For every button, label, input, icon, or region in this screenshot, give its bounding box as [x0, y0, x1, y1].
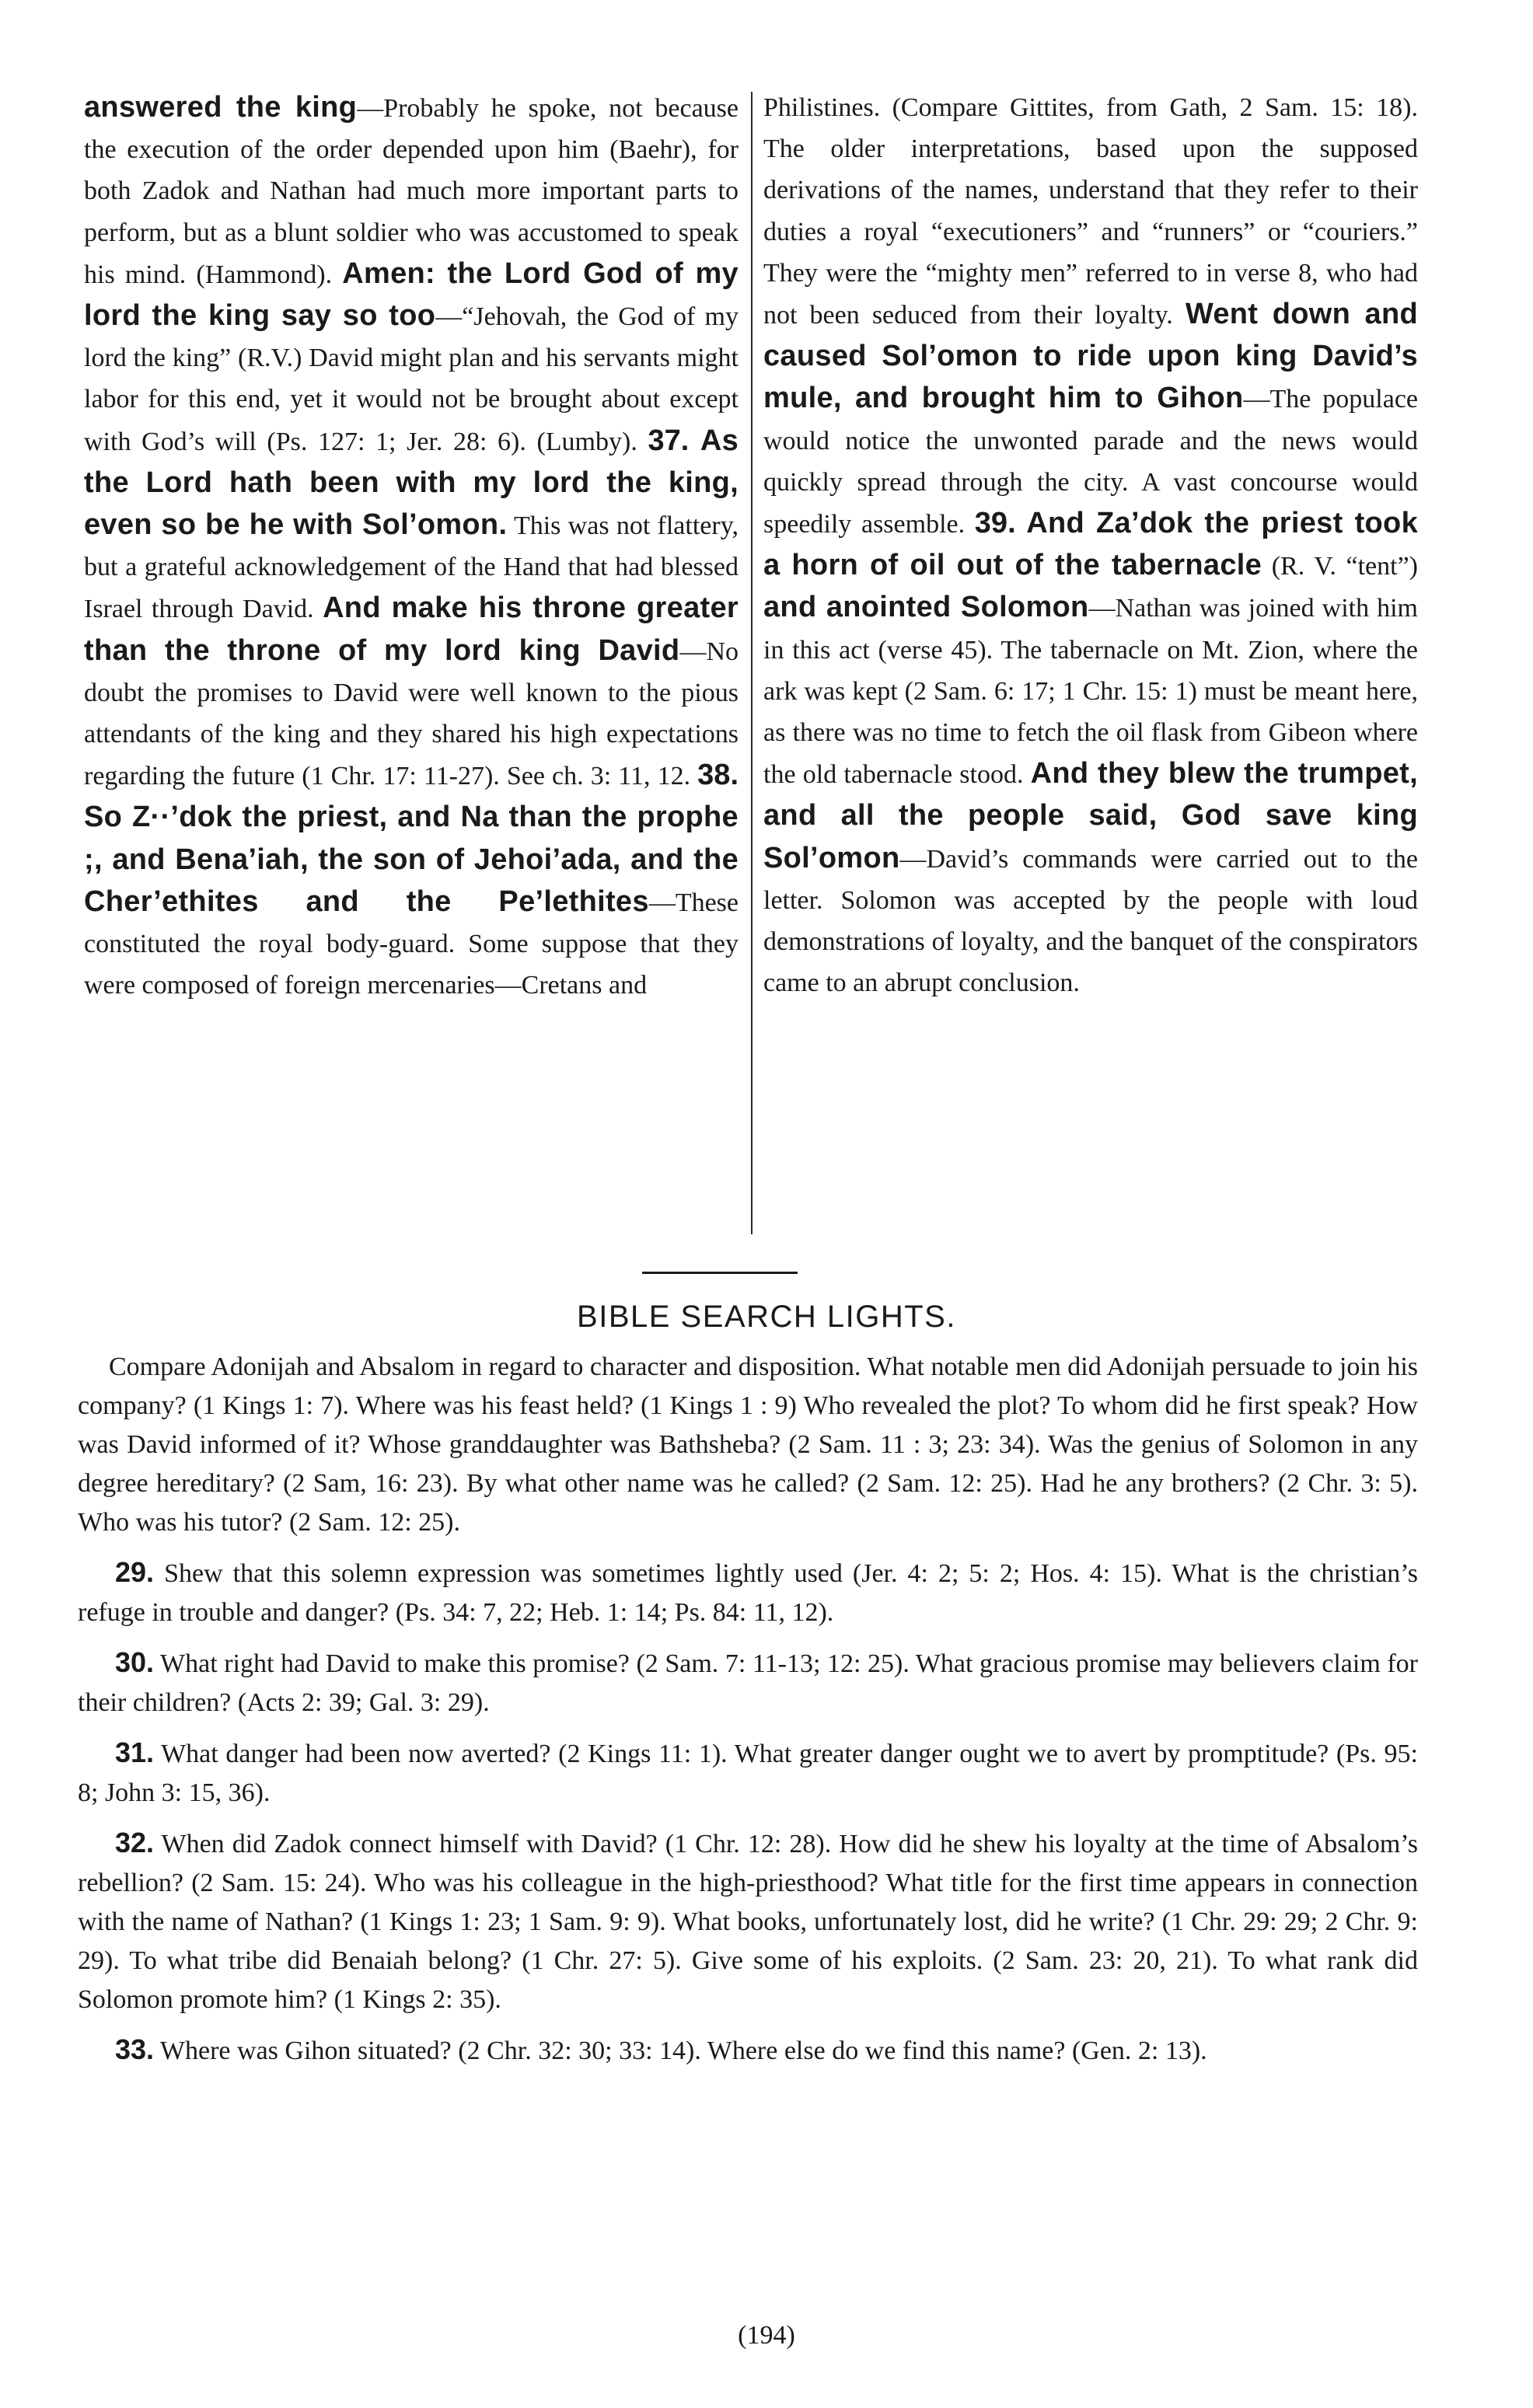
question-text: What danger had been now averted? (2 Kings 11: 1). What greater danger ought we to avert by promptitude? (Ps. 95: 8; John 3: 15, 36).	[78, 1740, 1418, 1807]
verse-heading: As the Lord hath been with my lord the king, even so be he with Sol’omon.	[84, 424, 739, 542]
commentary-text: Philistines. (Compare Gittites, from Gath, 2 Sam. 15: 18). The older interpretations, based upon the supposed derivations of the names, understand that they refer to their duties a royal “executioners” and “runners” or “couriers.” They were the “mighty men” referred to in verse 8, who had not been seduced from their loyalty.	[763, 93, 1418, 330]
verse-heading: And they blew the trumpet, and all the people said, God save king Sol’omon	[763, 757, 1418, 874]
question-text: Shew that this solemn expression was sometimes lightly used (Jer. 4: 2; 5: 2; Hos. 4: 15). What is the christian’s refuge in trouble and danger? (Ps. 34: 7, 22; Heb. 1: 14; Ps. 84: 11, 12).	[78, 1559, 1418, 1627]
question-text: When did Zadok connect himself with David? (1 Chr. 12: 28). How did he shew his loyalty at the time of Absalom’s rebellion? (2 Sam. 15: 24). Who was his colleague in the high-priesthood? What title for the first time appears in connection with the name of Nathan? (1 Kings 1: 23; 1 Sam. 9: 9). What books, unfortunately lost, did he write? (1 Chr. 29: 29; 2 Chr. 9: 29). To what tribe did Benaiah belong? (1 Chr. 27: 5). Give some of his exploits. (2 Sam. 23: 20, 21). To what rank did Solomon promote him? (1 Kings 2: 35).	[78, 1830, 1418, 2014]
question-item	[78, 1733, 1418, 1813]
commentary-text: —No doubt the promises to David were well known to the pious attendants of the king and they shared his high expectations regarding the future (1 Chr. 17: 11-27). See ch. 3: 11, 12.	[84, 637, 739, 791]
section-title: BIBLE SEARCH LIGHTS.	[577, 1300, 956, 1334]
question-number: 31.	[115, 1736, 155, 1768]
question-list	[78, 1553, 1418, 2071]
left-column	[84, 87, 739, 1006]
column-divider	[751, 92, 753, 1234]
commentary-text: —These constituted the royal body-guard. Some suppose that they were composed of foreign mercenaries—Cretans and	[84, 888, 739, 1000]
question-number: 33.	[115, 2033, 155, 2065]
question-text: What right had David to make this promise? (2 Sam. 7: 11-13; 12: 25). What gracious promise may believers claim for their children? (Acts 2: 39; Gal. 3: 29).	[78, 1649, 1418, 1717]
verse-number: 37.	[648, 424, 690, 457]
commentary-text: (R. V. “tent”)	[1262, 552, 1418, 581]
verse-heading: And Za’dok the priest took a horn of oil out of the tabernacle	[763, 507, 1419, 582]
verse-heading: So Z··’dok the priest, and Na than the prophe ;, and Bena’iah, the son of Jehoi’ada, and the Cher’ethites and the Pe’lethites	[84, 801, 739, 918]
verse-heading: answered the king	[84, 91, 358, 124]
right-column	[763, 87, 1418, 1003]
commentary-text: —Nathan was joined with him in this act (verse 45). The tabernacle on Mt. Zion, where the ark was kept (2 Sam. 6: 17; 1 Chr. 15: 1) must be meant here, as there was no time to fetch the oil flask from Gibeon where the old tabernacle stood.	[763, 594, 1418, 790]
verse-heading: Went down and caused Sol’omon to ride upon king David’s mule, and brought him to Gihon	[763, 298, 1419, 415]
question-number: 29.	[115, 1556, 155, 1588]
commentary-text: —David’s commands were carried out to the letter. Solomon was accepted by the people with loud demonstrations of loyalty, and the banquet of the conspirators came to an abrupt conclusion.	[763, 844, 1418, 998]
commentary-columns	[84, 87, 1418, 1237]
question-number: 32.	[115, 1827, 155, 1858]
verse-number: 39.	[974, 507, 1016, 540]
verse-heading: And make his throne greater than the throne of my lord king David	[84, 592, 739, 667]
verse-heading: and anointed Solomon	[763, 591, 1089, 624]
commentary-text: —“Jehovah, the God of my lord the king” (R.V.) David might plan and his servants might labor for this end, yet it would not be brought about except with God’s will (Ps. 127: 1; Jer. 28: 6). (Lumby).	[84, 302, 739, 456]
question-item	[78, 2030, 1418, 2071]
section-rule	[642, 1272, 798, 1274]
question-item	[78, 1553, 1418, 1632]
search-intro: Compare Adonijah and Absalom in regard to character and disposition. What notable men did Adonijah persuade to join his company? (1 Kings 1: 7). Where was his feast held? (1 Kings 1 : 9) Who revealed the plot? To whom did he first speak? How was David informed of it? Whose granddaughter was Bathsheba? (2 Sam. 11 : 3; 23: 34). Was the genius of Solomon in any degree hereditary? (2 Sam, 16: 23). By what other name was he called? (2 Sam. 12: 25). Had he any brothers? (2 Chr. 3: 5). Who was his tutor? (2 Sam. 12: 25).	[78, 1352, 1418, 1537]
commentary-text: —The populace would notice the unwonted parade and the news would quickly spread through the city. A vast concourse would speedily assemble.	[763, 385, 1419, 539]
search-lights-section	[78, 1348, 1418, 2082]
page-number: (194)	[738, 2321, 795, 2350]
commentary-text: —Probably he spoke, not because the execution of the order depended upon him (Baehr), for both Zadok and Nathan had much more important parts to perform, but as a blunt soldier who was accustomed to speak his mind. (Hammond).	[84, 94, 739, 289]
question-item	[78, 1823, 1418, 2019]
verse-number: 38.	[697, 759, 739, 792]
verse-heading: Amen: the Lord God of my lord the king say so too	[84, 257, 739, 333]
question-text: Where was Gihon situated? (2 Chr. 32: 30; 33: 14). Where else do we find this name? (Gen. 2: 13).	[154, 2036, 1207, 2065]
question-number: 30.	[115, 1646, 155, 1678]
question-item	[78, 1643, 1418, 1722]
commentary-text: This was not flattery, but a grateful acknowledgement of the Hand that had blessed Israel through David.	[84, 511, 739, 624]
